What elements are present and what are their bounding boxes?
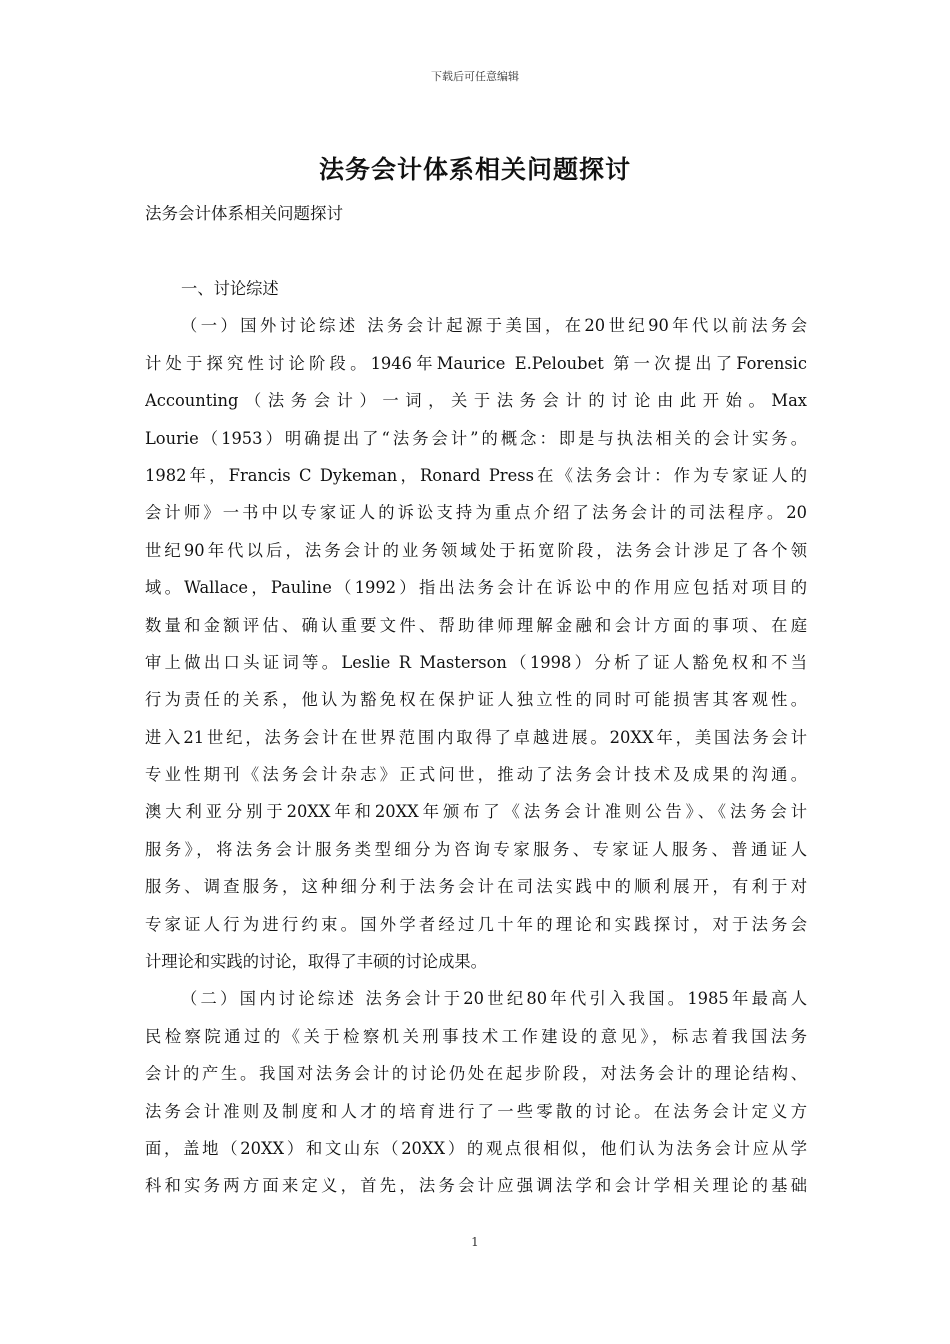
document-title: 法务会计体系相关问题探讨 (318, 155, 631, 184)
body-text-line: Lourie（1953）明确提出了“法务会计”的概念：即是与执法相关的会计实务。 (145, 428, 807, 448)
body-text-line: 计处于探究性讨论阶段。1946年Maurice E.Peloubet 第一次提出了Forensic (145, 353, 807, 373)
body-text-line: 服务》，将法务会计服务类型细分为咨询专家服务、专家证人服务、普通证人 (145, 839, 807, 859)
body-text-line: 法务会计准则及制度和人才的培育进行了一些零散的讨论。在法务会计定义方 (145, 1101, 807, 1121)
body-text-line: 世纪90年代以后，法务会计的业务领域处于拓宽阶段，法务会计涉足了各个领 (145, 540, 807, 560)
body-text-line: 进入21世纪，法务会计在世界范围内取得了卓越进展。20XX年，美国法务会计 (145, 727, 807, 747)
body-text-line: 科和实务两方面来定义，首先，法务会计应强调法学和会计学相关理论的基础 (145, 1176, 807, 1196)
body-text-line: 民检察院通过的《关于检察机关刑事技术工作建设的意见》，标志着我国法务 (145, 1026, 807, 1046)
document-subtitle: 法务会计体系相关问题探讨 (145, 204, 343, 223)
body-text-line: Accounting（法务会计）一词，关于法务会计的讨论由此开始。Max (145, 391, 807, 411)
page-number: 1 (471, 1235, 479, 1249)
body-text-line: （一）国外讨论综述 法务会计起源于美国，在20世纪90年代以前法务会 (181, 316, 807, 336)
body-text-line: 专家证人行为进行约束。国外学者经过几十年的理论和实践探讨，对于法务会 (145, 914, 807, 934)
body-text-line: 审上做出口头证词等。Leslie R Masterson（1998）分析了证人豁免权和不当 (145, 652, 807, 672)
body-text-line: 面，盖地（20XX）和文山东（20XX）的观点很相似，他们认为法务会计应从学 (145, 1138, 807, 1158)
body-text-line: 会计的产生。我国对法务会计的讨论仍处在起步阶段，对法务会计的理论结构、 (145, 1064, 807, 1084)
document-body (145, 270, 807, 1205)
page-header-note: 下载后可任意编辑 (431, 70, 519, 83)
body-text-line: 数量和金额评估、确认重要文件、帮助律师理解金融和会计方面的事项、在庭 (145, 615, 807, 635)
body-text-line: 会计师》一书中以专家证人的诉讼支持为重点介绍了法务会计的司法程序。20 (145, 503, 807, 523)
body-text-line: 计理论和实践的讨论，取得了丰硕的讨论成果。 (145, 952, 487, 972)
body-text-line: 专业性期刊《法务会计杂志》正式问世，推动了法务会计技术及成果的沟通。 (145, 765, 807, 785)
body-text-line: 1982年，Francis C Dykeman，Ronard Press在《法务会计：作为专家证人的 (145, 465, 807, 485)
body-text-line: 域。Wallace，Pauline（1992）指出法务会计在诉讼中的作用应包括对项目的 (145, 578, 807, 598)
body-text-line: 澳大利亚分别于20XX年和20XX年颁布了《法务会计准则公告》、《法务会计 (145, 802, 807, 822)
body-text-line: （二）国内讨论综述 法务会计于20世纪80年代引入我国。1985年最高人 (181, 989, 807, 1009)
body-text-line: 服务、调查服务，这种细分利于法务会计在司法实践中的顺利展开，有利于对 (145, 877, 807, 897)
body-text-line: 行为责任的关系，他认为豁免权在保护证人独立性的同时可能损害其客观性。 (145, 690, 807, 710)
body-text-line: 一、讨论综述 (181, 279, 279, 298)
